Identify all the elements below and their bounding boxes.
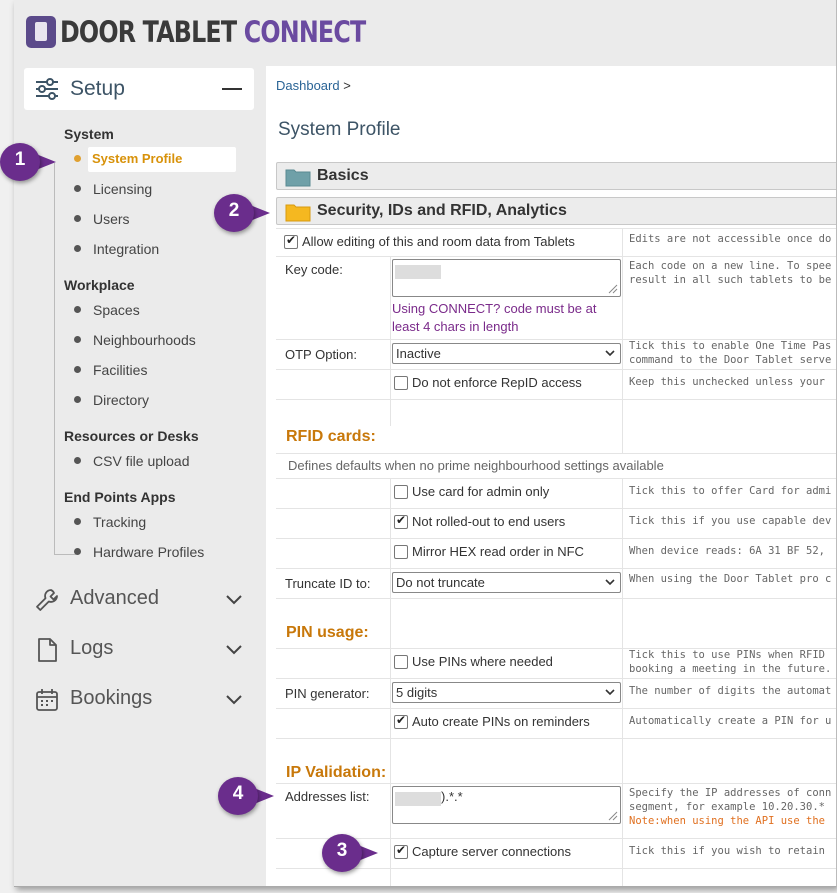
truncate-label: Truncate ID to: <box>285 576 371 591</box>
door-tablet-logo <box>26 14 432 50</box>
breadcrumb-dashboard-link[interactable]: Dashboard <box>276 78 340 93</box>
section-security[interactable]: Security, IDs and RFID, Analytics <box>276 197 837 225</box>
capture-connections-help: Tick this if you wish to retain <box>629 845 825 857</box>
chevron-down-icon <box>225 590 243 608</box>
key-code-label: Key code: <box>285 262 343 277</box>
allow-editing-checkbox[interactable] <box>284 235 298 249</box>
bullet-icon <box>74 185 81 192</box>
chevron-down-icon <box>225 690 243 708</box>
bullet-icon <box>74 306 81 313</box>
nav-item-system-profile[interactable]: System Profile <box>70 147 233 171</box>
truncate-help: When using the Door Tablet pro c <box>629 573 832 585</box>
bullet-icon <box>74 518 81 525</box>
chevron-down-icon <box>225 640 243 658</box>
repid-label: Do not enforce RepID access <box>412 375 582 390</box>
group-title-endpoints: End Points Apps <box>64 489 176 505</box>
chevron-down-icon <box>605 688 615 696</box>
rfid-defines-text: Defines defaults when no prime neighbourhood settings available <box>288 458 664 473</box>
pin-generator-select[interactable]: 5 digits <box>392 682 621 703</box>
not-rolled-out-checkbox[interactable] <box>394 515 408 529</box>
truncate-select[interactable]: Do not truncate <box>392 572 621 593</box>
setup-label: Setup <box>70 77 125 100</box>
callout-2: 2 <box>214 194 284 232</box>
repid-checkbox[interactable] <box>394 376 408 390</box>
key-code-help: Each code on a new line. To spee result in all such tablets to be <box>629 260 832 286</box>
allow-editing-help: Edits are not accessible once do <box>629 233 832 245</box>
pin-generator-label: PIN generator: <box>285 686 370 701</box>
tree-line <box>54 554 76 555</box>
callout-4: 4 <box>218 777 288 815</box>
tree-line <box>54 163 55 555</box>
logo-text: DOOR TABLET CONNECT <box>60 15 366 49</box>
mirror-hex-checkbox[interactable] <box>394 545 408 559</box>
otp-help: Tick this to enable One Time Pas command to the Door Tablet serve <box>629 340 832 366</box>
chevron-down-icon <box>605 578 615 586</box>
menu-logs[interactable]: Logs <box>34 635 249 665</box>
capture-connections-checkbox[interactable] <box>394 845 408 859</box>
addresses-help: Specify the IP addresses of conn segment, for example 10.20.30.* Note:when using the API use the <box>629 787 832 827</box>
bullet-icon <box>74 396 81 403</box>
use-pins-label: Use PINs where needed <box>412 654 553 669</box>
ip-section-title: IP Validation: <box>286 764 387 781</box>
group-title-resources: Resources or Desks <box>64 428 199 444</box>
card-admin-help: Tick this to offer Card for admi <box>629 485 832 497</box>
bullet-icon <box>74 155 81 162</box>
otp-select[interactable]: Inactive <box>392 343 621 364</box>
logo-icon <box>26 16 56 48</box>
wrench-icon <box>34 587 60 613</box>
auto-pins-label: Auto create PINs on reminders <box>412 714 590 729</box>
not-rolled-out-label: Not rolled-out to end users <box>412 514 566 529</box>
page-title: System Profile <box>278 119 401 140</box>
menu-bookings[interactable]: Bookings <box>34 685 249 715</box>
sliders-icon <box>34 77 60 101</box>
breadcrumb: Dashboard > <box>276 78 351 93</box>
document-icon <box>34 637 60 663</box>
folder-icon <box>285 167 311 187</box>
auto-pins-checkbox[interactable] <box>394 715 408 729</box>
redacted-value <box>395 792 441 806</box>
group-title-workplace: Workplace <box>64 277 135 293</box>
mirror-hex-label: Mirror HEX read order in NFC <box>412 544 584 559</box>
pin-section-title: PIN usage: <box>286 624 369 641</box>
setup-menu-header[interactable] <box>24 68 254 110</box>
use-pins-checkbox[interactable] <box>394 655 408 669</box>
menu-advanced[interactable]: Advanced <box>34 585 249 615</box>
addresses-field[interactable]: ).*.* <box>392 786 621 824</box>
not-rolled-out-help: Tick this if you use capable dev <box>629 515 832 527</box>
key-code-warning: Using CONNECT? code must be at least 4 chars in length <box>392 301 597 334</box>
callout-1: 1 <box>0 143 70 181</box>
bullet-icon <box>74 336 81 343</box>
addresses-label: Addresses list: <box>285 789 370 804</box>
chevron-down-icon <box>605 349 615 357</box>
repid-help: Keep this unchecked unless your <box>629 376 825 388</box>
key-code-field[interactable] <box>392 259 621 297</box>
card-admin-checkbox[interactable] <box>394 485 408 499</box>
auto-pins-help: Automatically create a PIN for u <box>629 715 832 727</box>
redacted-value <box>395 265 441 279</box>
mirror-hex-help: When device reads: 6A 31 BF 52, <box>629 545 832 557</box>
bullet-icon <box>74 457 81 464</box>
pin-generator-help: The number of digits the automat <box>629 685 832 697</box>
resize-grip-icon[interactable] <box>608 811 618 821</box>
group-title-system: System <box>64 126 114 142</box>
bullet-icon <box>74 548 81 555</box>
rfid-section-title: RFID cards: <box>286 428 376 445</box>
section-basics[interactable]: Basics <box>276 162 837 190</box>
calendar-icon <box>34 687 60 713</box>
folder-open-icon <box>285 202 311 222</box>
callout-3: 3 <box>322 834 392 872</box>
resize-grip-icon[interactable] <box>608 284 618 294</box>
bullet-icon <box>74 215 81 222</box>
bullet-icon <box>74 245 81 252</box>
use-pins-help: Tick this to use PINs when RFID booking a meeting in the future. <box>629 649 832 675</box>
capture-connections-label: Capture server connections <box>412 844 571 859</box>
collapse-icon[interactable] <box>222 88 242 90</box>
main-panel <box>266 66 837 887</box>
bullet-icon <box>74 366 81 373</box>
allow-editing-label: Allow editing of this and room data from Tablets <box>302 234 575 249</box>
app-window: DOOR TABLET CONNECT Setup System System Profile Licensing Users Integration Workplace Spaces Neighbourhoods Facilities Directory Resources or Desks CSV file upload End Points Apps Tracking Hardware Profiles Advanced Logs Bookings Dashboard > System Profile Basics Security, IDs and RFID, Analytics ✔ Allow editing of this and room data from Tablets Edits are not accessible once do Key code: Using CONNECT? code must be at least 4 chars in length Each code on a new line. To spee result in all such tablets to be OTP Option: Inactive Tick this to enable One Time Pas command to the Door Tablet serve Do not enforce RepID access Keep this unchecked unless your RFID cards: Defines defaults when no prime neighbourhood settings available Use card for admin only Tick this to offer Card for admi ✔ Not rolled-out to end users Tick this if you use capable dev Mirror HEX read order in NFC When device reads: 6A 31 BF 52, Truncate ID to: Do not truncate When using the Door Tablet pro c PIN usage: Use PINs where needed Tick this to use PINs when RFID booking a meeting in the future. PIN generator: 5 digits The number of digits the automat ✔ Auto create PINs on reminders Automatically create a PIN for u IP Validation: Addresses list: ).*.* Specify the IP addresses of conn segment, for example 10.20.30.* Note:when using the API use the ✔ Capture server connections Tick this if you wish to retain <box>14 0 837 887</box>
card-admin-label: Use card for admin only <box>412 484 550 499</box>
otp-label: OTP Option: <box>285 347 358 362</box>
